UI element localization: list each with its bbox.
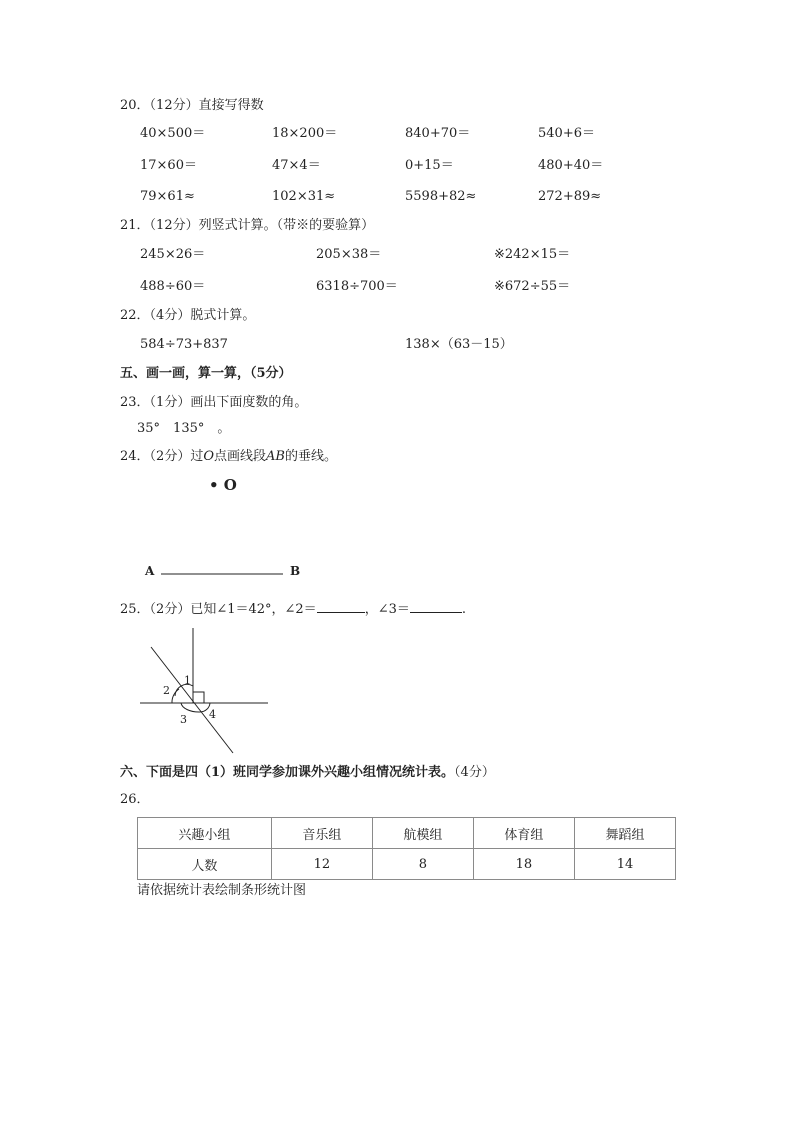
table-row-label: 人数 [138,849,272,880]
q25-prefix: 25．（2分）已知∠1＝42°，∠2＝ [120,602,317,617]
q24-heading-suffix: 的垂线。 [284,449,337,464]
table-cell: 14 [574,849,675,880]
table-cell: 12 [271,849,372,880]
q22-item: 138×（63－15） [405,337,513,352]
angle-label-2: 2 [163,684,170,697]
table-header-cell: 航模组 [372,818,473,849]
q22-heading: 22．（4分）脱式计算。 [120,308,256,323]
q20-item: 79×61≈ [140,189,195,204]
q20-item: 102×31≈ [272,189,336,204]
table-row [138,849,676,880]
angle-label-3: 3 [180,713,187,726]
q22-item: 584÷73+837 [140,337,228,352]
q20-item: 272+89≈ [538,189,602,204]
q20-item: 840+70＝ [405,126,471,141]
section6-score: （4分） [454,765,495,780]
point-o-label: • O [209,476,237,494]
q21-heading: 21．（12分）列竖式计算。（带※的要验算） [120,218,375,233]
angle-label-4: 4 [209,708,216,721]
section6-title: 六、下面是四（1）班同学参加课外兴趣小组情况统计表。 [120,765,455,780]
q24-heading-o: O [203,449,214,464]
q20-item: 480+40＝ [538,158,604,173]
q20-item: 47×4＝ [272,158,321,173]
q20-item: 18×200＝ [272,126,338,141]
q26-number: 26． [120,792,150,807]
table-header-cell: 舞蹈组 [574,818,675,849]
q20-heading: 20．（12分）直接写得数 [120,98,264,113]
q20-item: 540+6＝ [538,126,595,141]
section5-heading: 五、画一画，算一算，（5分） [120,366,292,381]
table-header-cell: 音乐组 [271,818,372,849]
q21-item: ※242×15＝ [494,247,571,262]
q23-heading: 23．（1分）画出下面度数的角。 [120,395,308,410]
q20-item: 5598+82≈ [405,189,477,204]
interest-group-table [137,817,676,880]
q21-item: 205×38＝ [316,247,382,262]
q24-heading-ab: AB [266,449,285,464]
q20-item: 40×500＝ [140,126,206,141]
q21-item: 488÷60＝ [140,279,206,294]
section6-heading [120,765,495,781]
point-b-label: B [290,564,301,578]
q23-angles: 35° 135° 。 [137,421,231,436]
q24-heading-prefix: 24．（2分）过 [120,449,204,464]
angle-label-1: 1 [184,674,191,687]
q21-item: ※672÷55＝ [494,279,571,294]
table-header-row [138,818,676,849]
diagonal-line [151,647,233,753]
q25-suffix: . [461,602,466,617]
table-cell: 8 [372,849,473,880]
table-header-cell: 兴趣小组 [138,818,272,849]
q24-heading-mid: 点画线段 [214,449,267,464]
table-header-cell: 体育组 [473,818,574,849]
q21-item: 6318÷700＝ [316,279,398,294]
q25-middle: ，∠3＝ [364,602,410,617]
angle3-arc [181,703,200,712]
q21-item: 245×26＝ [140,247,206,262]
point-a-label: A [145,564,155,578]
right-angle-mark [193,692,204,703]
table-cell: 18 [473,849,574,880]
q26-instruction: 请依据统计表绘制条形统计图 [137,883,307,898]
q20-item: 17×60＝ [140,158,197,173]
q20-item: 0+15＝ [405,158,454,173]
